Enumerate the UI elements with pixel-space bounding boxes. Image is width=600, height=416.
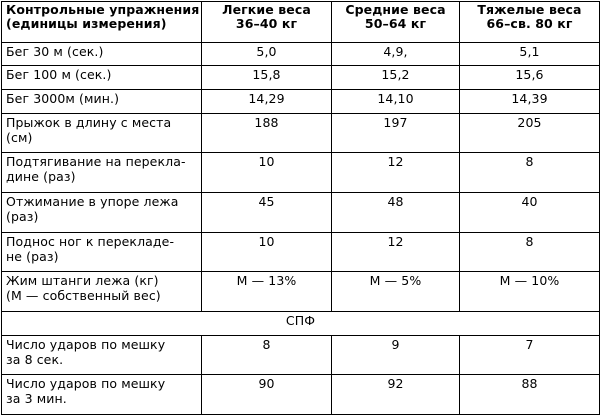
- row-label-line: Жим штанги лежа (кг): [6, 273, 159, 289]
- row-label-line: Прыжок в длину с места: [6, 114, 172, 130]
- header-light-line2: 36–40 кг: [235, 16, 298, 31]
- header-heavy-line1: Тяжелые веса: [477, 2, 582, 17]
- header-light: [202, 2, 332, 43]
- value-middle: М — 5%: [332, 272, 460, 312]
- value-light: 10: [202, 153, 332, 193]
- header-middle-line2: 50–64 кг: [364, 16, 427, 31]
- row-label-line: Бег 100 м (сек.): [6, 67, 112, 83]
- table-row: [2, 113, 600, 153]
- value-heavy: 7: [460, 335, 600, 375]
- standards-table: [1, 1, 600, 415]
- value-light: 90: [202, 375, 332, 415]
- value-heavy: 14,39: [460, 89, 600, 113]
- row-label: [2, 42, 202, 66]
- row-label: [2, 66, 202, 90]
- row-label-line: Поднос ног к перекладе-: [6, 233, 175, 249]
- row-label-line: за 3 мин.: [6, 391, 67, 407]
- table-row: [2, 375, 600, 415]
- row-label-line: (М — собственный вес): [6, 288, 161, 304]
- table-row: [2, 272, 600, 312]
- value-middle: 14,10: [332, 89, 460, 113]
- row-label: [2, 153, 202, 193]
- value-light: 14,29: [202, 89, 332, 113]
- value-middle: 12: [332, 153, 460, 193]
- header-heavy: [460, 2, 600, 43]
- value-light: 8: [202, 335, 332, 375]
- value-heavy: 8: [460, 153, 600, 193]
- table-row: [2, 335, 600, 375]
- value-heavy: 205: [460, 113, 600, 153]
- value-middle: 12: [332, 232, 460, 272]
- value-middle: 48: [332, 192, 460, 232]
- value-heavy: 40: [460, 192, 600, 232]
- table-row: [2, 153, 600, 193]
- table-row: [2, 232, 600, 272]
- header-middle-line1: Средние веса: [345, 2, 446, 17]
- section-label-spf: СПФ: [2, 311, 600, 335]
- value-heavy: 8: [460, 232, 600, 272]
- table-row: [2, 42, 600, 66]
- value-heavy: 5,1: [460, 42, 600, 66]
- header-light-line1: Легкие веса: [222, 2, 311, 17]
- row-label-line: дине (раз): [6, 169, 76, 185]
- value-light: 15,8: [202, 66, 332, 90]
- value-middle: 4,9,: [332, 42, 460, 66]
- row-label: [2, 89, 202, 113]
- value-middle: 92: [332, 375, 460, 415]
- value-heavy: 15,6: [460, 66, 600, 90]
- row-label: [2, 192, 202, 232]
- value-light: 45: [202, 192, 332, 232]
- row-label-line: (раз): [6, 208, 39, 224]
- table-row: [2, 66, 600, 90]
- section-row: [2, 311, 600, 335]
- value-heavy: М — 10%: [460, 272, 600, 312]
- row-label: [2, 335, 202, 375]
- header-middle: [332, 2, 460, 43]
- header-exercises: [2, 2, 202, 43]
- row-label: [2, 375, 202, 415]
- table-row: [2, 192, 600, 232]
- row-label-line: (см): [6, 129, 33, 145]
- header-heavy-line2: 66–св. 80 кг: [486, 16, 573, 31]
- row-label-line: за 8 сек.: [6, 351, 64, 367]
- value-light: М — 13%: [202, 272, 332, 312]
- row-label-line: Бег 3000м (мин.): [6, 90, 120, 106]
- row-label-line: не (раз): [6, 248, 59, 264]
- value-light: 188: [202, 113, 332, 153]
- header-row: [2, 2, 600, 43]
- row-label: [2, 113, 202, 153]
- value-light: 5,0: [202, 42, 332, 66]
- header-exercises-line1: Контрольные упражнения: [6, 2, 200, 17]
- value-middle: 9: [332, 335, 460, 375]
- row-label-line: Отжимание в упоре лежа: [6, 193, 179, 209]
- row-label-line: Бег 30 м (сек.): [6, 43, 104, 59]
- row-label: [2, 232, 202, 272]
- header-exercises-line2: (единицы измерения): [6, 16, 167, 31]
- value-middle: 15,2: [332, 66, 460, 90]
- value-light: 10: [202, 232, 332, 272]
- value-heavy: 88: [460, 375, 600, 415]
- row-label: [2, 272, 202, 312]
- row-label-line: Число ударов по мешку: [6, 376, 166, 392]
- table-row: [2, 89, 600, 113]
- row-label-line: Число ударов по мешку: [6, 336, 166, 352]
- value-middle: 197: [332, 113, 460, 153]
- row-label-line: Подтягивание на перекла-: [6, 154, 186, 170]
